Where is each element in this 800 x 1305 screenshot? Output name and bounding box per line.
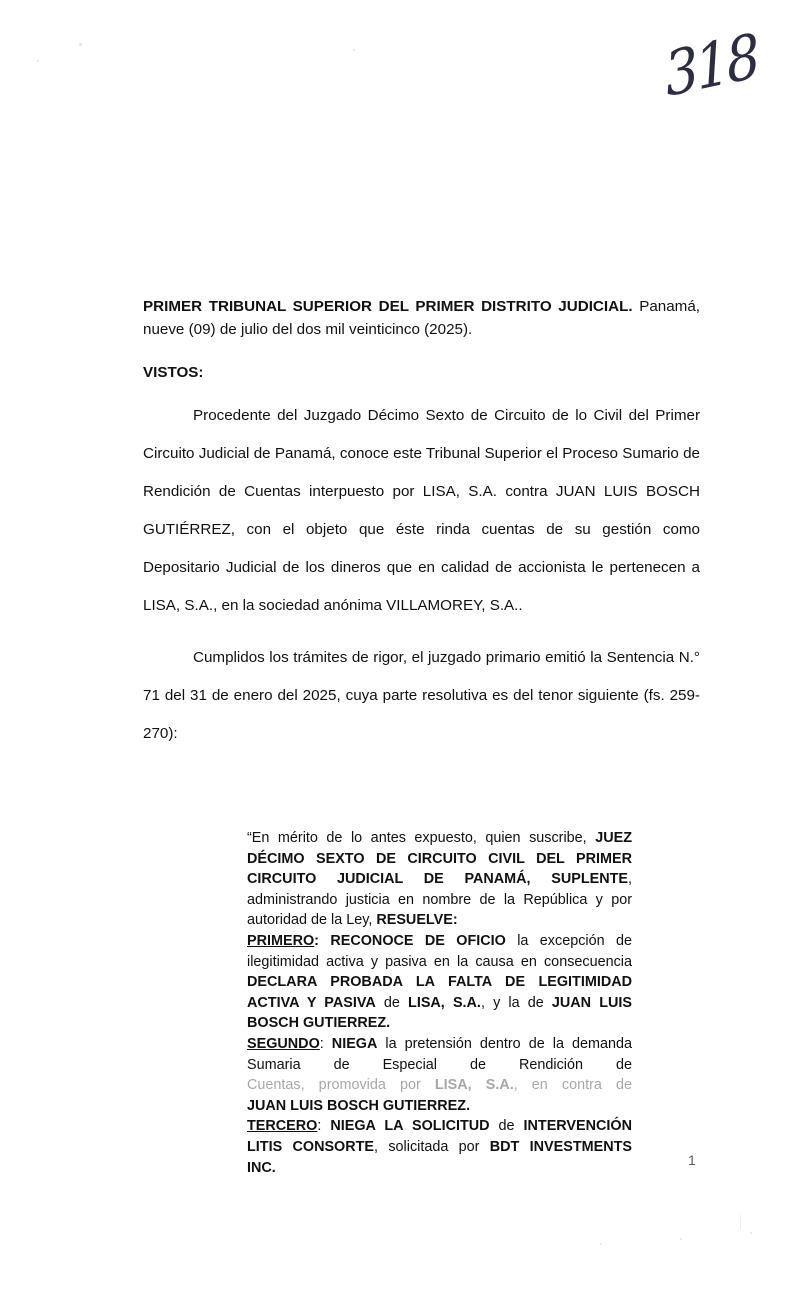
- paragraph-origin-of-case: Procedente del Juzgado Décimo Sexto de Circuito de lo Civil del Primer Circuito Judicial de Panamá, conoce este Tribunal Superior el Proceso Sumario de Rendición de Cuentas interpuesto por LISA, S.A. contra JUAN LUIS BOSCH GUTIÉRREZ, con el objeto que éste rinda cuentas de su gestión como Depositario Judicial de los dineros que en calidad de accionista le pertenecen a LISA, S.A., en la sociedad anónima VILLAMOREY, S.A..: [143, 407, 700, 614]
- scan-speckle: [600, 1243, 602, 1245]
- segundo-faded-text-2: , en contra de: [513, 1077, 632, 1094]
- segundo-party-lisa: LISA, S.A.: [434, 1077, 514, 1094]
- primero-text-2: de: [375, 994, 409, 1011]
- segundo-label: SEGUNDO: [247, 1035, 320, 1052]
- page-number: 1: [688, 1152, 696, 1168]
- scan-speckle: [79, 43, 82, 46]
- primero-party-lisa: LISA, S.A.: [408, 994, 481, 1011]
- vistos-label: VISTOS:: [143, 364, 204, 381]
- place-and-date: Panamá, nueve (09) de julio del dos mil veinticinco (2025).: [143, 298, 700, 338]
- primero-text-1: la excepción de ilegitimidad activa y pasiva en la causa en consecuencia: [247, 932, 632, 970]
- segundo-faded-line: [247, 1075, 632, 1096]
- segundo-party-bosch: JUAN LUIS BOSCH GUTIERREZ.: [247, 1097, 471, 1114]
- primero-bold-2: DECLARA PROBADA LA FALTA DE LEGITIMIDAD ACTIVA Y PASIVA: [247, 974, 632, 1011]
- ruling-item-segundo: [247, 1034, 632, 1116]
- tercero-party-bdt: BDT INVESTMENTS INC.: [247, 1138, 632, 1176]
- primero-label: PRIMERO: [247, 932, 315, 949]
- tercero-label: TERCERO: [247, 1118, 318, 1135]
- quote-intro-paragraph: [247, 828, 632, 931]
- quote-intro-text-1: “En mérito de lo antes expuesto, quien suscribe,: [247, 830, 596, 846]
- scan-speckle: [740, 1215, 741, 1229]
- handwritten-folio-number: 318: [661, 20, 761, 111]
- document-body: [143, 295, 700, 753]
- tercero-colon: :: [317, 1118, 331, 1135]
- court-name: PRIMER TRIBUNAL SUPERIOR DEL PRIMER DISTRITO JUDICIAL.: [143, 298, 633, 315]
- ruling-item-tercero: [247, 1116, 632, 1178]
- court-heading: [143, 295, 700, 341]
- tercero-text-2: , solicitada por: [374, 1138, 490, 1155]
- paragraph-sentence-reference: Cumplidos los trámites de rigor, el juzgado primario emitió la Sentencia N.° 71 del 31 de enero del 2025, cuya parte resolutiva es del tenor siguiente (fs. 259-270):: [143, 649, 700, 742]
- scan-speckle: [353, 49, 355, 51]
- scan-speckle: [750, 1232, 752, 1234]
- primero-bold-1: : RECONOCE DE OFICIO: [314, 932, 506, 949]
- primero-text-3: , y la de: [480, 994, 552, 1011]
- quoted-ruling-block: [247, 828, 632, 1178]
- tercero-bold-1: NIEGA LA SOLICITUD: [330, 1118, 490, 1135]
- primero-party-bosch: JUAN LUIS BOSCH GUTIERREZ.: [247, 994, 632, 1032]
- segundo-bold-1: NIEGA: [331, 1035, 378, 1052]
- segundo-colon: :: [319, 1035, 332, 1052]
- segundo-text-1: la pretensión dentro de la demanda Sumaria de Especial de Rendición de: [247, 1035, 632, 1073]
- tercero-bold-2: INTERVENCIÓN LITIS CONSORTE: [247, 1118, 632, 1155]
- tercero-text-1: de: [489, 1118, 524, 1135]
- resuelve-label: RESUELVE:: [376, 912, 458, 929]
- judge-title: JUEZ DÉCIMO SEXTO DE CIRCUITO CIVIL DEL PRIMER CIRCUITO JUDICIAL DE PANAMÁ, SUPLENTE: [247, 830, 632, 888]
- scan-speckle: [680, 1238, 682, 1240]
- ruling-item-primero: [247, 931, 632, 1034]
- quote-intro-text-2: , administrando justicia en nombre de la República y por autoridad de la Ley,: [247, 871, 632, 929]
- scan-speckle: [37, 60, 39, 62]
- segundo-faded-text-1: Cuentas, promovida por: [247, 1077, 435, 1094]
